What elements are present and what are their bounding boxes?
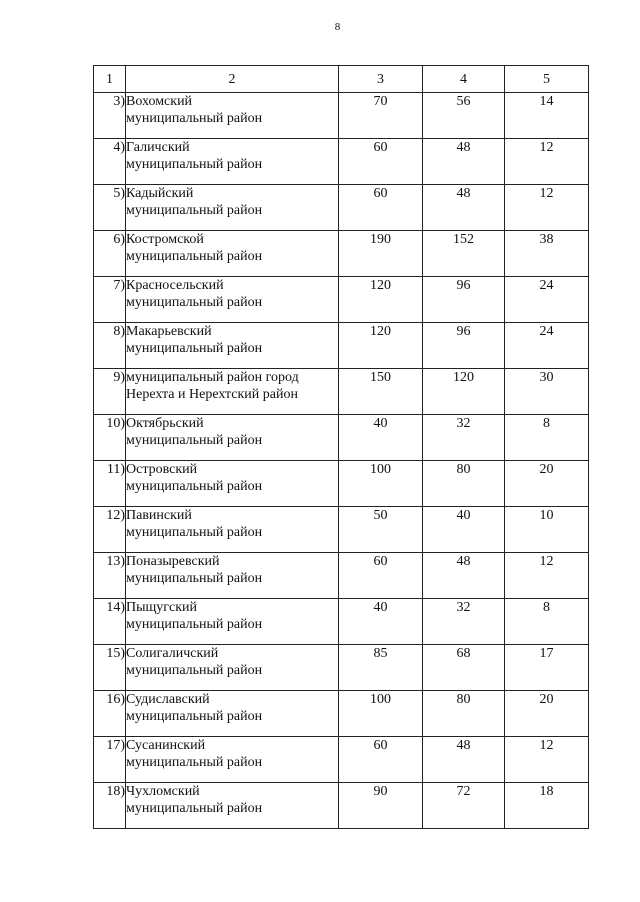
district-name: Галичский: [126, 140, 190, 155]
value-col-4: 48: [423, 553, 505, 599]
district-name-cell: [126, 323, 339, 369]
district-name-continued: муниципальный район: [126, 341, 263, 356]
value-col-5: 12: [505, 737, 589, 783]
value-col-3: 60: [339, 139, 423, 185]
district-name-cell: [126, 783, 339, 829]
district-name: Судиславский: [126, 692, 210, 707]
value-col-3: 85: [339, 645, 423, 691]
district-name-cell: [126, 461, 339, 507]
header-col-1: 1: [94, 66, 126, 93]
value-col-3: 40: [339, 599, 423, 645]
table-row: [94, 369, 589, 415]
district-name-continued: муниципальный район: [126, 203, 263, 218]
district-name-cell: [126, 599, 339, 645]
district-name-cell: [126, 415, 339, 461]
table-row: [94, 461, 589, 507]
row-number: 14): [94, 599, 126, 645]
value-col-5: 24: [505, 323, 589, 369]
district-name-continued: муниципальный район: [126, 525, 263, 540]
district-name: Павинский: [126, 508, 192, 523]
value-col-3: 100: [339, 691, 423, 737]
header-col-5: 5: [505, 66, 589, 93]
value-col-4: 96: [423, 323, 505, 369]
header-col-2: 2: [126, 66, 339, 93]
value-col-5: 18: [505, 783, 589, 829]
value-col-4: 96: [423, 277, 505, 323]
value-col-4: 48: [423, 139, 505, 185]
row-number: 17): [94, 737, 126, 783]
district-name-continued: муниципальный район: [126, 801, 263, 816]
district-name: Вохомский: [126, 94, 193, 109]
table-row: [94, 277, 589, 323]
header-col-4: 4: [423, 66, 505, 93]
district-name: Поназыревский: [126, 554, 220, 569]
table-row: [94, 645, 589, 691]
district-name-cell: [126, 553, 339, 599]
value-col-3: 60: [339, 185, 423, 231]
district-name-continued: муниципальный район: [126, 755, 263, 770]
district-name-cell: [126, 645, 339, 691]
data-table: [93, 65, 589, 829]
row-number: 12): [94, 507, 126, 553]
value-col-5: 12: [505, 553, 589, 599]
district-name-continued: муниципальный район: [126, 295, 263, 310]
value-col-4: 152: [423, 231, 505, 277]
value-col-4: 56: [423, 93, 505, 139]
value-col-3: 60: [339, 553, 423, 599]
row-number: 15): [94, 645, 126, 691]
table-header: [94, 66, 589, 93]
district-name: Сусанинский: [126, 738, 206, 753]
value-col-4: 68: [423, 645, 505, 691]
district-name: Кадыйский: [126, 186, 194, 201]
value-col-3: 60: [339, 737, 423, 783]
district-name-continued: муниципальный район: [126, 617, 263, 632]
value-col-4: 80: [423, 691, 505, 737]
district-name: Пыщугский: [126, 600, 198, 615]
district-name: Красносельский: [126, 278, 224, 293]
row-number: 8): [94, 323, 126, 369]
value-col-4: 32: [423, 415, 505, 461]
district-name: Чухломский: [126, 784, 200, 799]
district-name: муниципальный район город: [126, 370, 299, 385]
value-col-3: 90: [339, 783, 423, 829]
row-number: 16): [94, 691, 126, 737]
value-col-5: 8: [505, 599, 589, 645]
district-name: Костромской: [126, 232, 204, 247]
district-name-continued: Нерехта и Нерехтский район: [126, 387, 298, 402]
header-row: [94, 66, 589, 93]
row-number: 5): [94, 185, 126, 231]
value-col-5: 38: [505, 231, 589, 277]
district-name: Октябрьский: [126, 416, 204, 431]
table-row: [94, 231, 589, 277]
district-name: Солигаличский: [126, 646, 219, 661]
district-name-cell: [126, 231, 339, 277]
district-name-continued: муниципальный район: [126, 157, 263, 172]
district-name: Макарьевский: [126, 324, 212, 339]
table-row: [94, 415, 589, 461]
value-col-4: 72: [423, 783, 505, 829]
value-col-3: 100: [339, 461, 423, 507]
row-number: 7): [94, 277, 126, 323]
value-col-4: 120: [423, 369, 505, 415]
district-name-cell: [126, 369, 339, 415]
row-number: 6): [94, 231, 126, 277]
row-number: 9): [94, 369, 126, 415]
district-name-cell: [126, 277, 339, 323]
value-col-5: 20: [505, 461, 589, 507]
row-number: 18): [94, 783, 126, 829]
value-col-4: 80: [423, 461, 505, 507]
value-col-3: 120: [339, 323, 423, 369]
value-col-4: 48: [423, 185, 505, 231]
row-number: 13): [94, 553, 126, 599]
district-name-continued: муниципальный район: [126, 663, 263, 678]
value-col-5: 12: [505, 185, 589, 231]
district-name-continued: муниципальный район: [126, 709, 263, 724]
district-name-continued: муниципальный район: [126, 433, 263, 448]
table-row: [94, 553, 589, 599]
district-name-cell: [126, 139, 339, 185]
value-col-5: 30: [505, 369, 589, 415]
district-name-continued: муниципальный район: [126, 571, 263, 586]
value-col-3: 120: [339, 277, 423, 323]
table-row: [94, 783, 589, 829]
district-name-continued: муниципальный район: [126, 479, 263, 494]
district-name-cell: [126, 93, 339, 139]
value-col-5: 14: [505, 93, 589, 139]
row-number: 3): [94, 93, 126, 139]
header-col-3: 3: [339, 66, 423, 93]
district-name: Островский: [126, 462, 198, 477]
district-name-continued: муниципальный район: [126, 249, 263, 264]
value-col-3: 150: [339, 369, 423, 415]
value-col-5: 17: [505, 645, 589, 691]
table-row: [94, 185, 589, 231]
value-col-5: 10: [505, 507, 589, 553]
row-number: 10): [94, 415, 126, 461]
district-name-cell: [126, 185, 339, 231]
value-col-3: 190: [339, 231, 423, 277]
value-col-5: 20: [505, 691, 589, 737]
value-col-5: 12: [505, 139, 589, 185]
value-col-4: 40: [423, 507, 505, 553]
row-number: 4): [94, 139, 126, 185]
row-number: 11): [94, 461, 126, 507]
table-row: [94, 691, 589, 737]
district-name-cell: [126, 737, 339, 783]
table-row: [94, 323, 589, 369]
table-row: [94, 737, 589, 783]
table-row: [94, 599, 589, 645]
district-name-continued: муниципальный район: [126, 111, 263, 126]
value-col-4: 32: [423, 599, 505, 645]
district-name-cell: [126, 691, 339, 737]
table-body: [94, 93, 589, 829]
value-col-3: 50: [339, 507, 423, 553]
page-number: 8: [334, 21, 341, 33]
value-col-3: 70: [339, 93, 423, 139]
table-row: [94, 139, 589, 185]
value-col-5: 8: [505, 415, 589, 461]
value-col-4: 48: [423, 737, 505, 783]
value-col-3: 40: [339, 415, 423, 461]
table-row: [94, 93, 589, 139]
value-col-5: 24: [505, 277, 589, 323]
table-row: [94, 507, 589, 553]
district-name-cell: [126, 507, 339, 553]
